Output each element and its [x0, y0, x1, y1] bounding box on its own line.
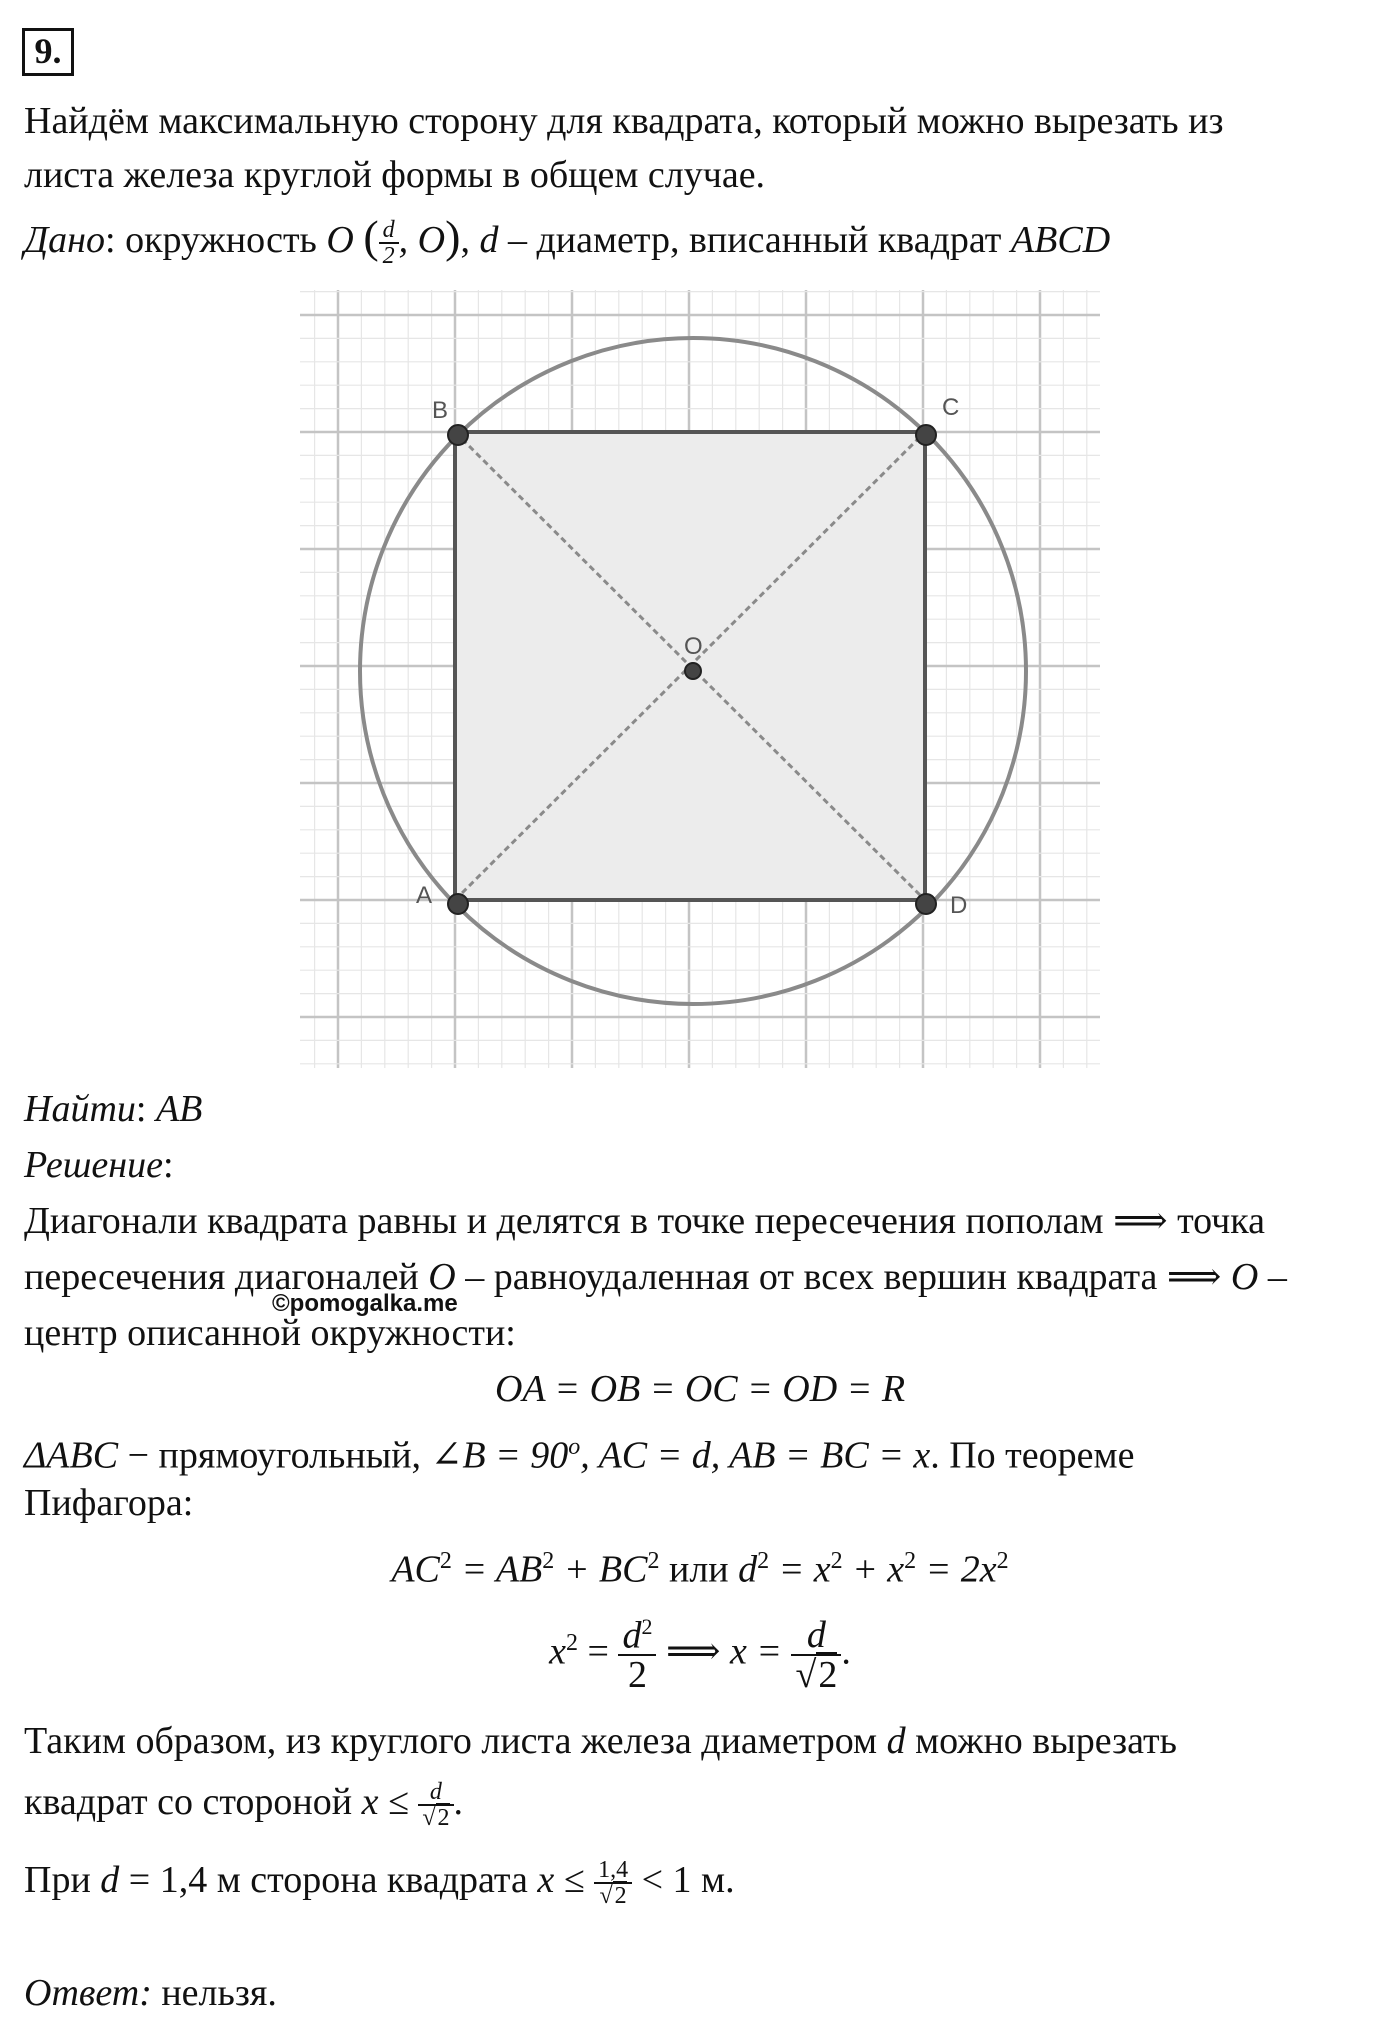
- label-a: A: [416, 882, 433, 909]
- point-a: [448, 894, 468, 914]
- given-text-2: ,: [460, 219, 480, 261]
- given-square: ABCD: [1010, 219, 1111, 261]
- problem-number: 9.: [22, 28, 74, 76]
- pythagoras-label: Пифагора:: [24, 1482, 194, 1524]
- conclusion-line-1: Таким образом, из круглого листа железа диаметром d можно вырезать: [24, 1720, 1177, 1762]
- given-text-3: – диаметр, вписанный квадрат: [498, 219, 1011, 261]
- para1-line-2: пересечения диагоналей O – равноудаленная от всех вершин квадрата ⟹ O –: [24, 1256, 1287, 1298]
- point-b: [448, 425, 468, 445]
- geometry-figure: [300, 290, 1100, 1068]
- given-circle: O: [326, 219, 354, 261]
- point-d: [916, 894, 936, 914]
- given-d: d: [479, 219, 499, 261]
- given-frac-den: 2: [382, 243, 395, 270]
- triangle-line: ΔABC − прямоугольный, ∠B = $90^o$, AC = d, AB = BC = x. По теореме: [24, 1434, 1135, 1477]
- given-label: Дано: [24, 219, 106, 261]
- conclusion-line-3: При d = 1,4 м сторона квадрата x ≤ $\frac{1,4}{√2}$ < 1 м.: [24, 1857, 735, 1910]
- answer-line: [24, 1970, 277, 2016]
- solution-label: Решение:: [24, 1144, 174, 1186]
- answer-label: Ответ:: [24, 1972, 152, 2014]
- watermark: ©pomogalka.me: [272, 1290, 458, 1317]
- label-c: C: [942, 394, 960, 421]
- equation-radii: OA = OB = OC = OD = R: [494, 1368, 906, 1410]
- conclusion-line-2: квадрат со стороной x ≤ $\frac{d}{√2}$ .: [24, 1779, 464, 1832]
- equation-solution: $x^2$ = $\frac{d^2}{2}$ ⟹ x = $\frac{d}{√2}$ .: [549, 1613, 851, 1697]
- label-d: D: [950, 892, 968, 919]
- para1-line-1: Диагонали квадрата равны и делятся в точке пересечения пополам ⟹ точка: [24, 1200, 1266, 1242]
- find-value: AB: [155, 1088, 203, 1130]
- intro-line-2: листа железа круглой формы в общем случае.: [24, 154, 766, 196]
- label-b: B: [432, 397, 449, 424]
- equation-pythagoras: $AC^2 = AB^2 + BC^2$ или $d^2 = x^2 + x^2 = 2x^2$: [391, 1548, 1009, 1591]
- para1-line-3: центр описанной окружности:: [24, 1312, 516, 1354]
- given-frac-num: d: [379, 218, 399, 244]
- point-o: [685, 663, 701, 679]
- find-line: Найти: AB: [24, 1088, 203, 1130]
- given-center: , O: [398, 219, 446, 261]
- point-c: [916, 425, 936, 445]
- given-text-1: : окружность: [105, 219, 327, 261]
- intro-line-1: Найдём максимальную сторону для квадрата, который можно вырезать из: [24, 100, 1224, 142]
- answer-value: нельзя.: [151, 1972, 277, 2014]
- label-o: O: [684, 633, 703, 660]
- given-line: Дано: окружность O ( $\frac{d}{2}$ , O), d – диаметр, вписанный квадрат ABCD: [24, 211, 1111, 270]
- find-label: Найти: [24, 1088, 136, 1130]
